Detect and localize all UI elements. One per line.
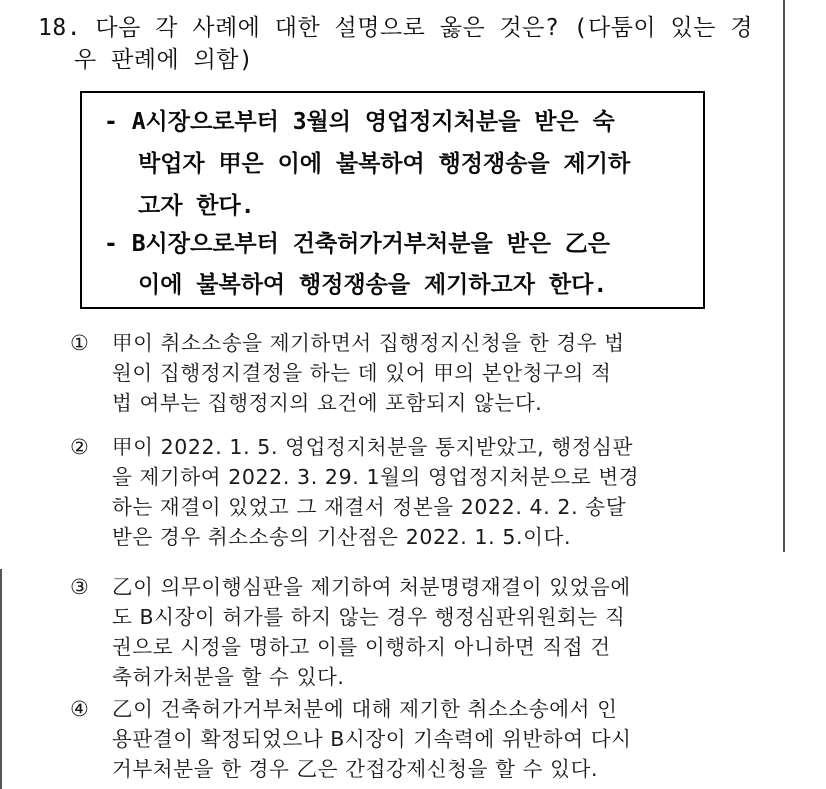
option-4-line: 거부처분을 한 경우 乙은 간접강제신청을 할 수 있다. <box>112 757 599 781</box>
option-1-line: 법 여부는 집행정지의 요건에 포함되지 않는다. <box>112 391 543 415</box>
option-1-line: 甲이 취소소송을 제기하면서 집행정지신청을 한 경우 법 <box>112 331 625 355</box>
option-1[interactable] <box>70 328 770 418</box>
option-1-line: 원이 집행정지결정을 하는 데 있어 甲의 본안청구의 적 <box>112 361 612 385</box>
case-scenario-box <box>80 91 705 309</box>
option-3-marker: ③ <box>70 575 89 599</box>
option-3[interactable] <box>70 572 770 692</box>
option-4-line: 乙이 건축허가거부처분에 대해 제기한 취소소송에서 인 <box>112 697 618 721</box>
option-2-line: 甲이 2022. 1. 5. 영업정지처분을 통지받았고, 행정심판 <box>112 435 633 459</box>
option-2-line: 을 제기하여 2022. 3. 29. 1월의 영업정지처분으로 변경 <box>112 465 640 489</box>
option-3-line: 도 B시장이 허가를 하지 않는 경우 행정심판위원회는 직 <box>112 605 626 629</box>
question-stem <box>38 12 758 76</box>
case-line-3: 고자 한다. <box>138 193 255 219</box>
option-4[interactable] <box>70 694 770 784</box>
question-stem-line-2: 우 판례에 의함) <box>74 47 254 73</box>
option-2-line: 하는 재결이 있었고 그 재결서 정본을 2022. 4. 2. 송달 <box>112 495 627 519</box>
option-4-marker: ④ <box>70 697 89 721</box>
option-1-marker: ① <box>70 331 89 355</box>
column-divider-left <box>0 569 2 789</box>
case-line-2: 박업자 甲은 이에 불복하여 행정쟁송을 제기하 <box>138 151 631 177</box>
case-line-4: - B시장으로부터 건축허가거부처분을 받은 乙은 <box>104 231 611 257</box>
option-2[interactable] <box>70 432 770 552</box>
option-3-line: 권으로 시정을 명하고 이를 이행하지 아니하면 직접 건 <box>112 635 611 659</box>
case-line-1: - A시장으로부터 3월의 영업정지처분을 받은 숙 <box>104 109 615 135</box>
option-2-line: 받은 경우 취소소송의 기산점은 2022. 1. 5.이다. <box>112 525 572 549</box>
option-2-marker: ② <box>70 435 89 459</box>
option-3-line: 乙이 의무이행심판을 제기하여 처분명령재결이 있었음에 <box>112 575 631 599</box>
option-4-line: 용판결이 확정되었으나 B시장이 기속력에 위반하여 다시 <box>112 727 632 751</box>
case-line-5: 이에 불복하여 행정쟁송을 제기하고자 한다. <box>138 272 608 298</box>
option-3-line: 축허가처분을 할 수 있다. <box>112 665 345 689</box>
column-divider-right <box>783 0 785 552</box>
question-stem-line-1: 18. 다음 각 사례에 대한 설명으로 옳은 것은? (다툼이 있는 경 <box>38 15 754 41</box>
